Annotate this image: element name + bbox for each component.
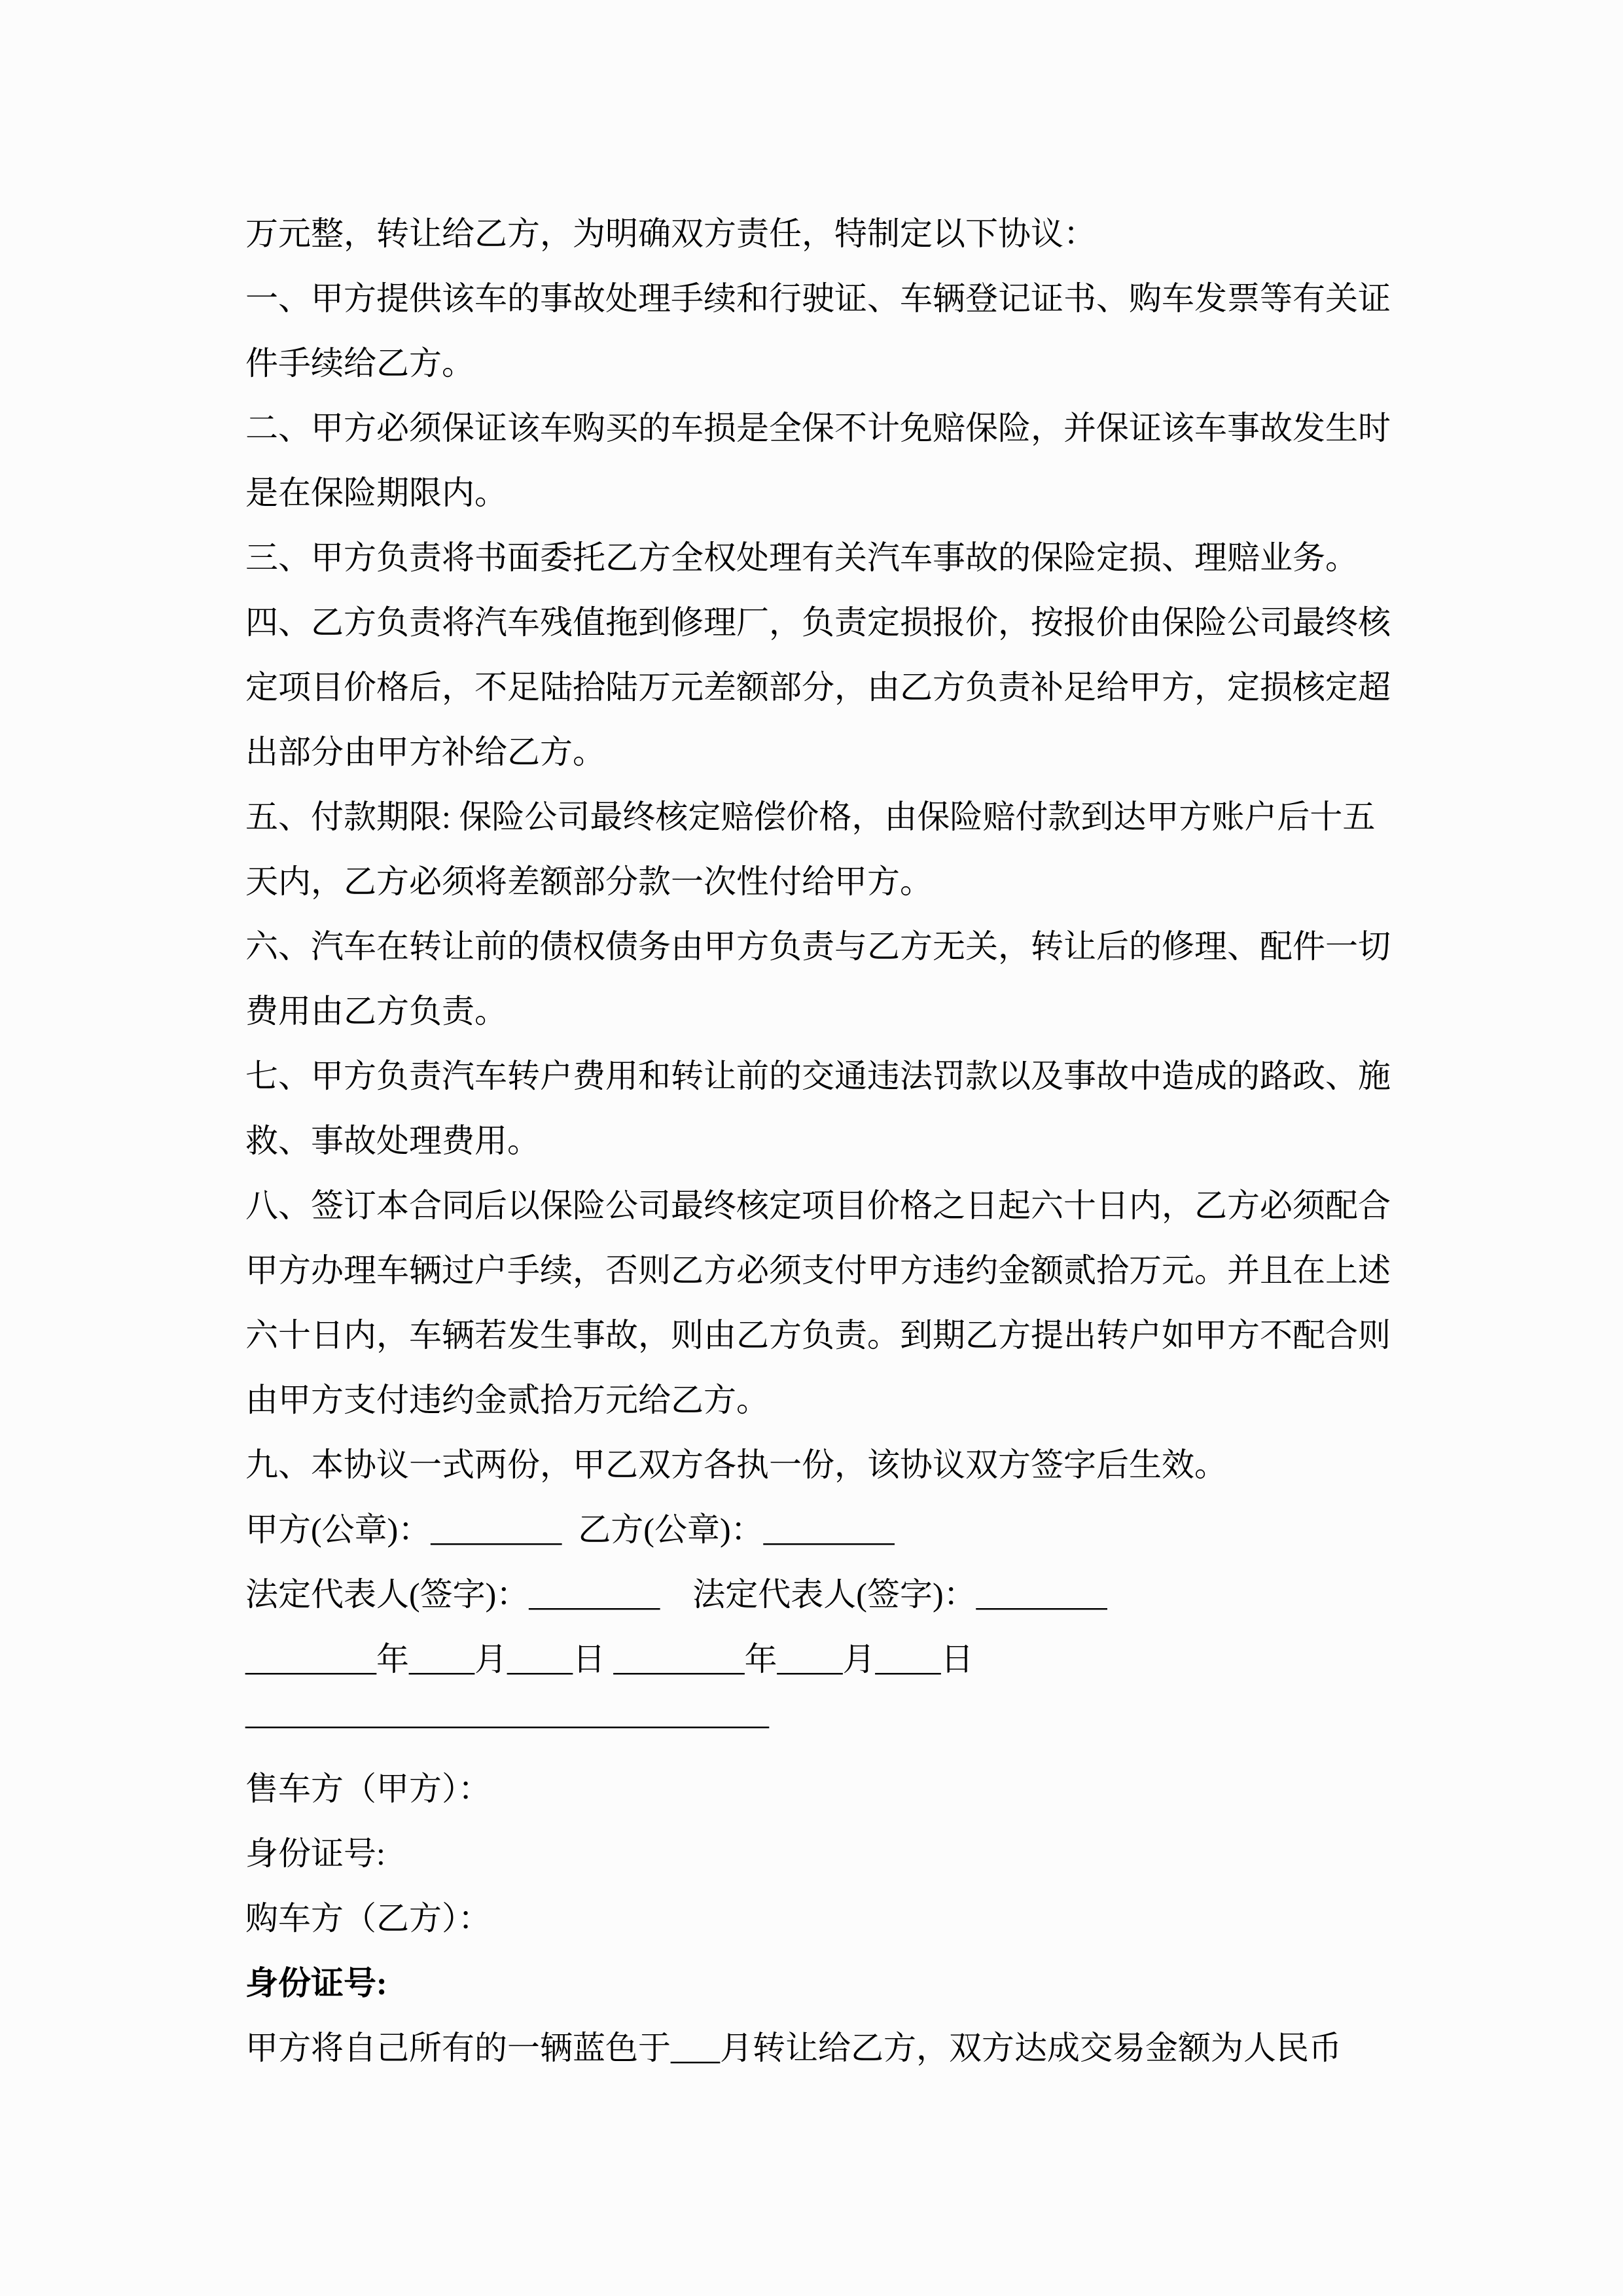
clause-line: 八、签订本合同后以保险公司最终核定项目价格之日起六十日内，乙方必须配合	[245, 1187, 1391, 1224]
contract-continuation-line: 万元整，转让给乙方，为明确双方责任，特制定以下协议：	[245, 215, 1096, 252]
seller-party-line: 售车方（甲方）：	[245, 1770, 491, 1807]
separator-line: ————————————————	[245, 1706, 769, 1742]
date-line: ________年____月____日 ________年____月____日	[245, 1641, 974, 1677]
clause-line: 六、汽车在转让前的债权债务由甲方负责与乙方无关，转让后的修理、配件一切	[245, 928, 1391, 965]
stamp-signature-line: 甲方(公章)：________ 乙方(公章)：________	[245, 1511, 895, 1548]
clause-line: 天内，乙方必须将差额部分款一次性付给甲方。	[245, 863, 933, 900]
clause-line: 二、甲方必须保证该车购买的车损是全保不计免赔保险，并保证该车事故发生时	[245, 410, 1391, 446]
buyer-id-line: 身份证号:	[245, 1965, 387, 2001]
legal-representative-signature-line: 法定代表人(签字)：________ 法定代表人(签字)：________	[245, 1576, 1107, 1613]
clause-line: 出部分由甲方补给乙方。	[245, 734, 605, 770]
buyer-party-line: 购车方（乙方）：	[245, 1900, 491, 1937]
clause-line: 甲方办理车辆过户手续，否则乙方必须支付甲方违约金额贰拾万元。并且在上述	[245, 1252, 1391, 1289]
clause-line: 救、事故处理费用。	[245, 1122, 540, 1159]
clause-line: 六十日内，车辆若发生事故，则由乙方负责。到期乙方提出转户如甲方不配合则	[245, 1317, 1391, 1354]
clause-line: 件手续给乙方。	[245, 345, 474, 382]
clause-line: 是在保险期限内。	[245, 475, 507, 511]
clause-line: 七、甲方负责汽车转户费用和转让前的交通违法罚款以及事故中造成的路政、施	[245, 1058, 1391, 1094]
seller-id-line: 身份证号:	[245, 1835, 385, 1872]
clause-line: 九、本协议一式两份，甲乙双方各执一份，该协议双方签字后生效。	[245, 1446, 1227, 1483]
clause-line: 四、乙方负责将汽车残值拖到修理厂，负责定损报价，按报价由保险公司最终核	[245, 604, 1391, 641]
clause-line: 费用由乙方负责。	[245, 993, 507, 1030]
clause-line: 定项目价格后，不足陆拾陆万元差额部分，由乙方负责补足给甲方，定损核定超	[245, 669, 1391, 706]
clause-line: 由甲方支付违约金贰拾万元给乙方。	[245, 1382, 769, 1418]
clause-line: 三、甲方负责将书面委托乙方全权处理有关汽车事故的保险定损、理赔业务。	[245, 539, 1358, 576]
clause-line: 一、甲方提供该车的事故处理手续和行驶证、车辆登记证书、购车发票等有关证	[245, 280, 1391, 317]
closing-line: 甲方将自己所有的一辆蓝色于___月转让给乙方，双方达成交易金额为人民币	[245, 2030, 1342, 2066]
clause-line: 五、付款期限: 保险公司最终核定赔偿价格，由保险赔付款到达甲方账户后十五	[245, 798, 1376, 835]
